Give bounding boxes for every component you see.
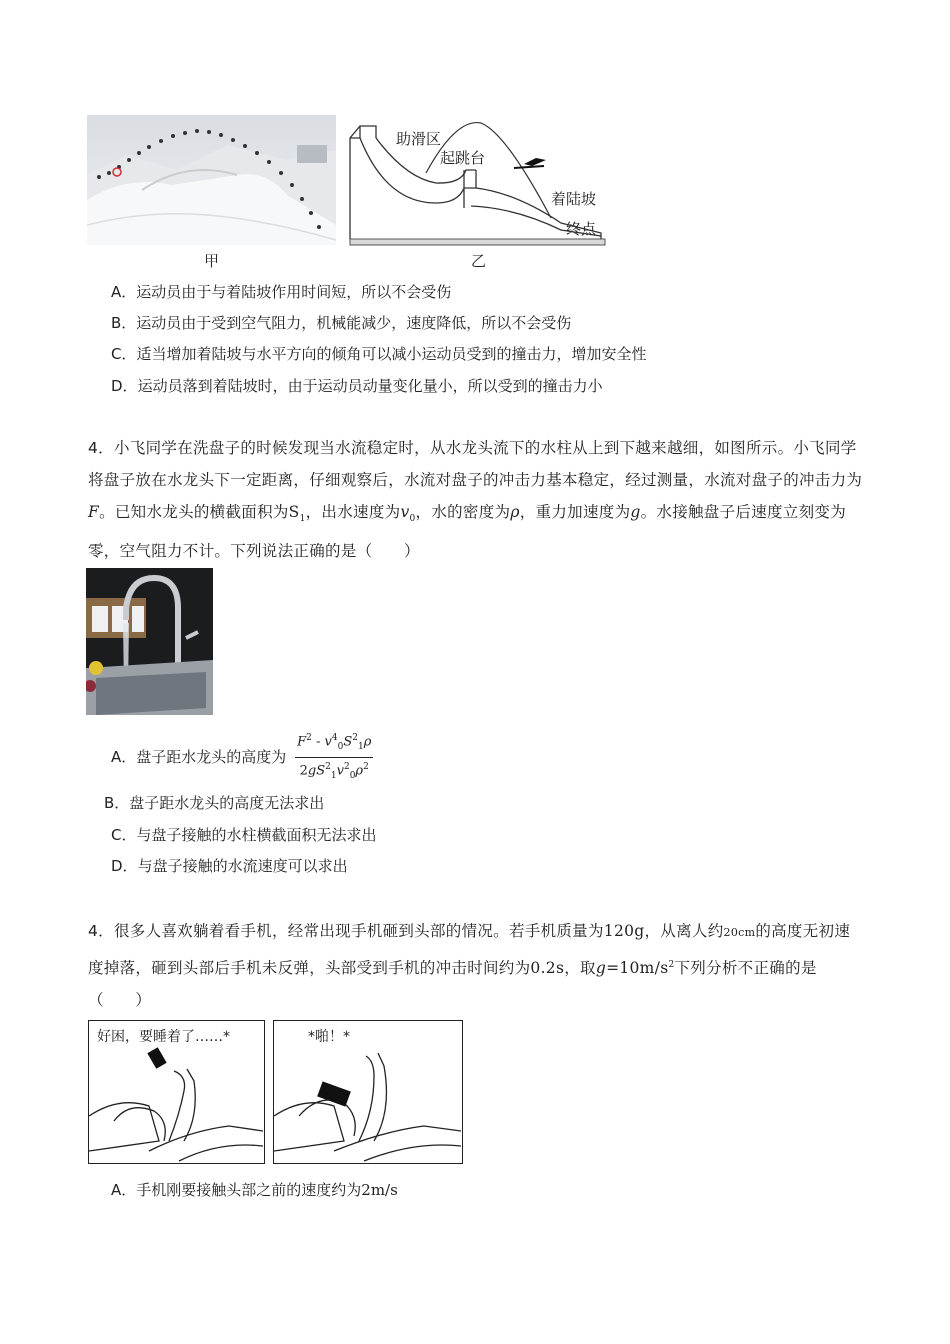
q3-option-d: D．运动员落到着陆坡时，由于运动员动量变化量小，所以受到的撞击力小 — [111, 377, 603, 395]
q3-option-b: B．运动员由于受到空气阻力，机械能减少，速度降低，所以不会受伤 — [111, 314, 572, 332]
caption-jia: 甲 — [204, 252, 220, 270]
q4b-stem: 4．很多人喜欢躺着看手机，经常出现手机砸到头部的情况。若手机质量为120g，从离人约20cm的高度无初速度掉落，砸到头部后手机未反弹，头部受到手机的冲击时间约为0.2s，取$g=10m/s^2$下列分析不正确的是（ ） — [88, 922, 851, 1010]
label-landing: 着陆坡 — [551, 190, 597, 208]
q4a-option-d: D．与盘子接触的水流速度可以求出 — [111, 857, 348, 875]
caption-yi: 乙 — [471, 252, 487, 270]
q4a-stem: 4．小飞同学在洗盘子的时候发现当水流稳定时，从水龙头流下的水柱从上到下越来越细，如图所示。小飞同学将盘子放在水龙头下一定距离，仔细观察后，水流对盘子的冲击力基本稳定，经过测量，水流对盘子的冲击力为F。已知水龙头的横截面积为$S_1$，出水速度为$v_0$，水的密度为ρ，重力加速度为g。水接触盘子后速度立刻变为零，空气阻力不计。下列说法正确的是（ ） — [88, 439, 863, 561]
faucet-photo — [86, 568, 213, 715]
ski-jump-photo — [87, 115, 336, 245]
q4a-option-b: B．盘子距水龙头的高度无法求出 — [104, 794, 325, 812]
panel2-caption: *啪！* — [308, 1029, 350, 1045]
comic-panel-2 — [273, 1020, 463, 1164]
q3-option-a: A．运动员由于与着陆坡作用时间短，所以不会受伤 — [111, 283, 452, 301]
q3-option-c: C．适当增加着陆坡与水平方向的倾角可以减小运动员受到的撞击力，增加安全性 — [111, 345, 647, 363]
q4a-option-c: C．与盘子接触的水柱横截面积无法求出 — [111, 826, 377, 844]
label-takeoff: 起跳台 — [440, 149, 486, 167]
label-zone: 助滑区 — [396, 130, 442, 148]
q4b-option-a: A．手机刚要接触头部之前的速度约为2m/s — [111, 1181, 398, 1199]
q4a-option-a: A．盘子距水龙头的高度为 $\frac{F^2 - v^4_0S^2_1\rho}{2gS^2_1v^2_0\rho^2}$ — [111, 730, 373, 785]
height-formula: $\frac{F^2 - v^4_0S^2_1\rho}{2gS^2_1v^2_0\rho^2}$ — [295, 730, 373, 785]
label-finish: 终点 — [566, 220, 597, 238]
panel1-caption: 好困，要睡着了……* — [97, 1029, 230, 1045]
comic-panel-1 — [88, 1020, 265, 1164]
